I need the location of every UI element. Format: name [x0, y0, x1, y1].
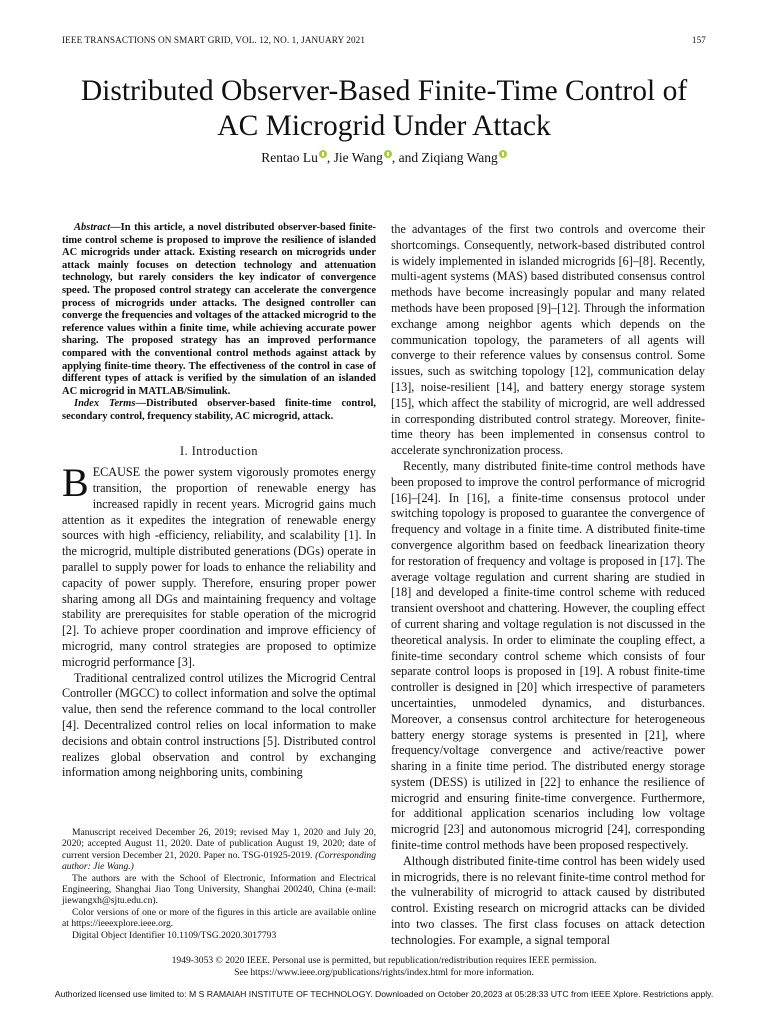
- body-paragraph: Recently, many distributed finite-time control methods have been proposed to improve the control performance of microgrid [16]–[24]. In [16], a finite-time consensus protocol under switching topology is proposed to guarantee the convergence of frequency and voltage in a finite time. A distributed finite-time convergence algorithm based on feedback linearization theory for restoration of frequency and voltage is proposed in [17]. The average voltage regulation and current sharing are studied in [18] and developed a finite-time control scheme with reduced transient overshoot and chattering. However, the coupling effect of current sharing and voltage regulation is not discussed in the theoretical analysis. In order to eliminate the coupling effect, a finite-time secondary control scheme which consists of four separate control loops is proposed in [19]. A robust finite-time controller is designed in [20] which irrespective of parameters uncertainties, unmodeled dynamics, and disturbances. Moreover, a consensus control architecture for heterogeneous battery energy storage systems is presented in [21], where frequency/voltage convergence and active/reactive power sharing in a finite time period. The distributed energy storage system (DESS) is utilized in [22] to enhance the resilience of microgrid and ensuring finite-time convergence. Furthermore, for additional application scenarios including low voltage microgrid [23] and autonomous microgrid [24], corresponding finite-time control methods have been proposed respectively.: [391, 458, 705, 853]
- copyright-line-1: 1949-3053 © 2020 IEEE. Personal use is permitted, but republication/redistribution requires IEEE permission.: [171, 955, 597, 966]
- left-column: [62, 222, 376, 781]
- author-separator: , and: [391, 150, 422, 165]
- body-paragraph: Although distributed finite-time control has been widely used in microgrids, there is no relevant finite-time control method for the vulnerability of microgrid to attack caused by distributed control. Existing research on microgrid attacks can be divided into two classes. The first class focuses on attack detection technologies. For example, a signal temporal: [391, 853, 705, 947]
- section-heading-introduction: I. Introduction: [180, 443, 258, 458]
- orcid-icon[interactable]: [384, 150, 392, 158]
- journal-name: IEEE TRANSACTIONS ON SMART GRID, VOL. 12, NO. 1, JANUARY 2021: [62, 35, 366, 45]
- footnote-color-versions: Color versions of one or more of the figures in this article are available online at https://ieeexplore.ieee.org.: [62, 906, 376, 930]
- abstract-label: Abstract: [74, 222, 111, 233]
- abstract: [62, 222, 376, 398]
- intro-paragraph-1: [62, 460, 376, 670]
- orcid-icon[interactable]: [319, 150, 327, 158]
- abstract-text: —In this article, a novel distributed observer-based finite-time control scheme is proposed to improve the resilience of islanded AC microgrids under attack. Existing research on microgrids under attack mainly focuses on detection technology and attenuation technology, but rarely considers the key indicator of convergence speed. The proposed control strategy can accelerate the convergence process of microgrids under attacks. The designed controller can converge the frequencies and voltages of the attacked microgrid to the reference values within a finite time, while achieving accurate power sharing. The proposed strategy has an improved performance compared with the conventional control methods against attack by applying finite-time theory. The effectiveness of the control in case of different types of attack is verified by the simulation of an islanded AC microgrid in MATLAB/Simulink.: [62, 222, 376, 397]
- intro-paragraph-1-text: ECAUSE the power system vigorously promotes energy transition, the proportion of renewable energy has increased rapidly in recent years. Microgrid gains much attention as it expedites the integration of renewable energy sources with high -efficiency, reliability, and scalability [1]. In the microgrid, multiple distributed generations (DGs) operate in parallel to supply power for loads to enhance the reliability and capacity of power supply. Therefore, ensuring proper power sharing among all DGs and maintaining frequency and voltage stability are prerequisites for stable operation of the microgrid [2]. To achieve proper coordination and improve efficiency of microgrid, many control strategies are proposed to optimize microgrid performance [3].: [62, 465, 376, 669]
- author-list: [0, 150, 768, 166]
- paper-title: [40, 74, 728, 144]
- footnote-manuscript: [62, 827, 376, 873]
- right-column: [391, 222, 705, 949]
- intro-paragraph-2: Traditional centralized control utilizes the Microgrid Central Controller (MGCC) to collect information and solve the optimal value, then send the reference command to the local controller [4]. Decentralized control relies on local information to make decisions and obtain control instructions [5]. Distributed control realizes global observation and control by exchanging information among neighboring units, combining: [62, 670, 376, 780]
- page-number: 157: [691, 35, 706, 45]
- index-terms-label: Index Terms: [74, 398, 136, 410]
- drop-cap: B: [62, 460, 89, 506]
- copyright-notice: [0, 955, 768, 978]
- footnote-affiliation: The authors are with the School of Electronic, Information and Electrical Engineering, Shanghai Jiao Tong University, Shanghai 200240, China (e-mail: jiewangxh@sjtu.edu.cn).: [62, 872, 376, 907]
- first-page-footnotes: [62, 827, 376, 941]
- footnote-doi: Digital Object Identifier 10.1109/TSG.2020.3017793: [72, 929, 277, 941]
- author-separator: ,: [326, 150, 334, 165]
- copyright-line-2: See https://www.ieee.org/publications/rights/index.html for more information.: [234, 966, 534, 978]
- author-name: Rentao Lu: [261, 150, 318, 165]
- body-paragraph-continued: the advantages of the first two controls and overcome their shortcomings. Consequently, network-based distributed control is widely implemented in islanded microgrids [6]–[8]. Recently, multi-agent systems (MAS) based distributed consensus control methods have become increasingly popular and many related methods have been proposed [9]–[12]. Through the information exchange among neighbor agents which depends on the communication topology, the parameters of all agents will converge to their reference values by consensus control. Some issues, such as switching topology [12], communication delay [13], noise-resilient [14], and battery energy storage system [15], which affect the stability of microgrid, are well addressed in corresponding distributed control strategy. Moreover, finite-time theory has been implemented in consensus control to accelerate synchronization process.: [391, 222, 705, 458]
- license-notice: Authorized licensed use limited to: M S RAMAIAH INSTITUTE OF TECHNOLOGY. Downloaded on October 20,2023 at 05:28:33 UTC from IEEE Xplore. Restrictions apply.: [54, 989, 714, 999]
- author-name: Jie Wang: [333, 150, 383, 165]
- footnote-manuscript-text: Manuscript received December 26, 2019; revised May 1, 2020 and July 20, 2020; accepted August 11, 2020. Date of publication August 19, 2020; date of current version December 21, 2020. Paper no. TSG-01925-2019.: [62, 827, 376, 861]
- index-terms: [62, 398, 376, 423]
- title-line-1: Distributed Observer-Based Finite-Time Control of: [80, 75, 688, 107]
- author-name: Ziqiang Wang: [421, 150, 498, 165]
- orcid-icon[interactable]: [499, 150, 507, 158]
- title-line-2: AC Microgrid Under Attack: [217, 110, 551, 142]
- index-terms-text: —Distributed observer-based finite-time control, secondary control, frequency stability, AC microgrid, attack.: [62, 398, 377, 422]
- corresponding-author: (Corresponding author: Jie Wang.): [62, 849, 377, 873]
- running-head: [62, 35, 706, 45]
